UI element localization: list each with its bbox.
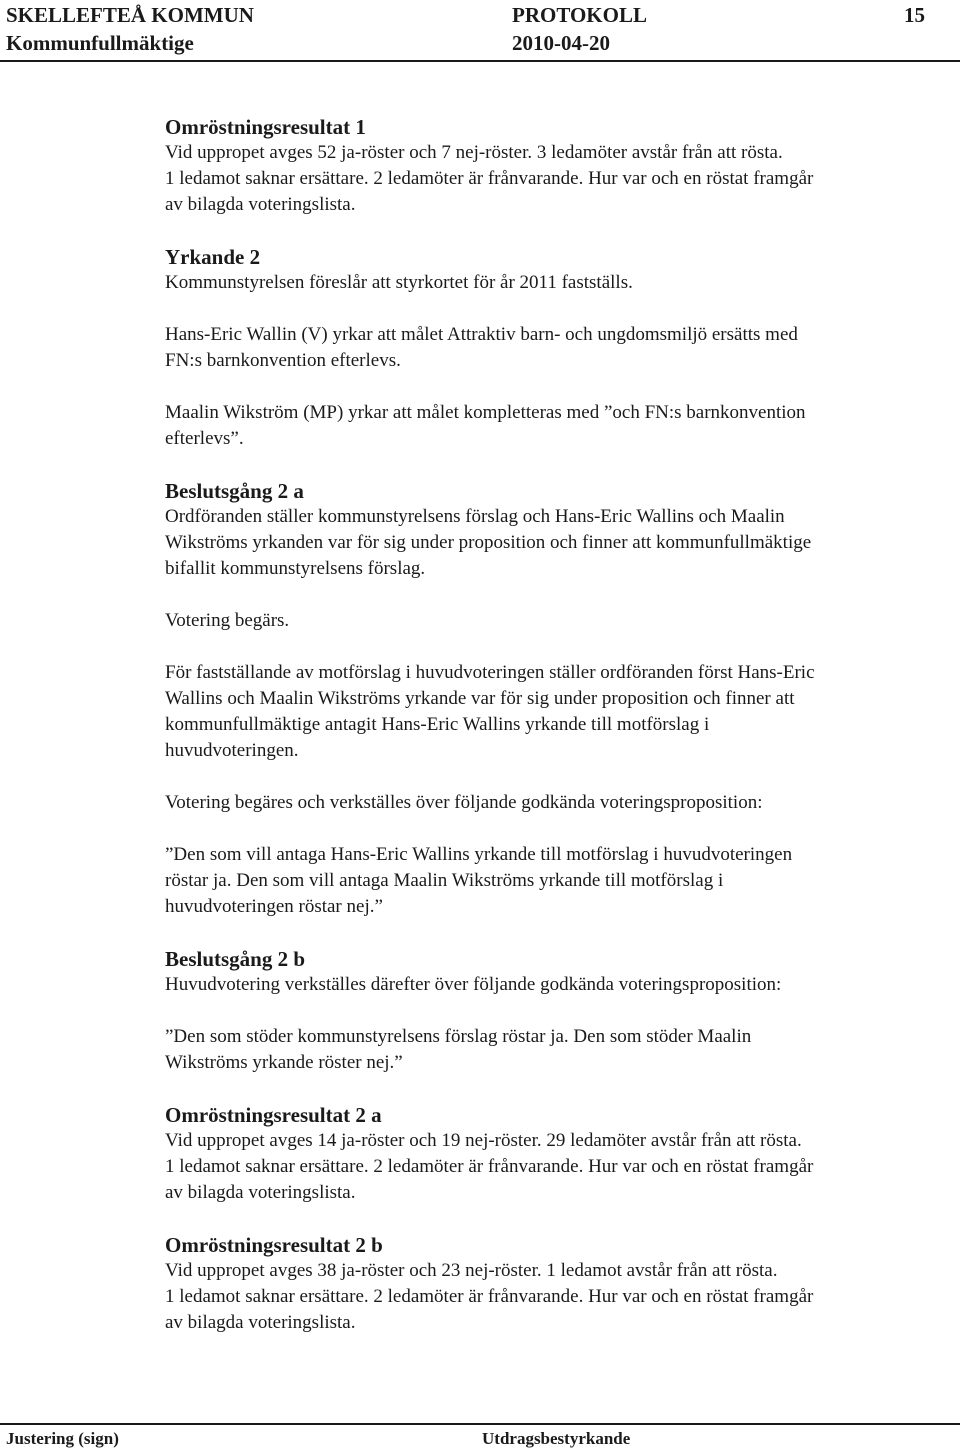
text-line: Huvudvotering verkställes därefter över följande godkända voteringsproposition: [165, 974, 782, 995]
paragraph-votering-begars [165, 608, 945, 634]
text-line: Vid uppropet avges 38 ja-röster och 23 nej-röster. 1 ledamot avstår från att rösta. [165, 1260, 778, 1281]
section-yrkande-2 [165, 244, 945, 296]
paragraph-voteringsproposition [165, 790, 945, 816]
protocol-body [165, 114, 945, 1336]
section-heading: Omröstningsresultat 2 a [165, 1103, 382, 1127]
document-type: PROTOKOLL [512, 3, 647, 27]
text-line: FN:s barnkonvention efterlevs. [165, 350, 401, 371]
text-line: bifallit kommunstyrelsens förslag. [165, 558, 426, 579]
municipality-name: SKELLEFTEÅ KOMMUN [6, 3, 254, 27]
quote-proposition-1 [165, 842, 945, 920]
text-line: Kommunstyrelsen föreslår att styrkortet för år 2011 fastställs. [165, 272, 633, 293]
text-line: Wikströms yrkande röster nej.” [165, 1052, 403, 1073]
text-line: kommunfullmäktige antagit Hans-Eric Wallins yrkande till motförslag i [165, 714, 710, 735]
section-heading: Beslutsgång 2 a [165, 479, 304, 503]
meeting-date: 2010-04-20 [512, 31, 610, 55]
text-line: Ordföranden ställer kommunstyrelsens förslag och Hans-Eric Wallins och Maalin [165, 506, 785, 527]
section-beslutsgang-2a [165, 478, 945, 582]
text-line: Maalin Wikström (MP) yrkar att målet kompletteras med ”och FN:s barnkonvention [165, 402, 806, 423]
text-line: huvudvoteringen. [165, 740, 299, 761]
text-line: av bilagda voteringslista. [165, 1182, 356, 1203]
section-heading: Beslutsgång 2 b [165, 947, 306, 971]
text-line: Votering begärs. [165, 610, 290, 631]
signature-label: Justering (sign) [6, 1429, 119, 1448]
section-omrostningsresultat-2a [165, 1102, 945, 1206]
text-line: ”Den som stöder kommunstyrelsens förslag röstar ja. Den som stöder Maalin [165, 1026, 752, 1047]
quote-proposition-2 [165, 1024, 945, 1076]
text-line: huvudvoteringen röstar nej.” [165, 896, 383, 917]
section-heading: Omröstningsresultat 2 b [165, 1233, 383, 1257]
text-line: Vid uppropet avges 52 ja-röster och 7 nej-röster. 3 ledamöter avstår från att rösta. [165, 142, 783, 163]
text-line: 1 ledamot saknar ersättare. 2 ledamöter är frånvarande. Hur var och en röstat framgår [165, 1286, 814, 1307]
section-omrostningsresultat-1 [165, 114, 945, 218]
text-line: Wallins och Maalin Wikströms yrkande var för sig under proposition och finner att [165, 688, 795, 709]
section-beslutsgang-2b [165, 946, 945, 998]
paragraph-maalin-wikstrom [165, 400, 945, 452]
section-omrostningsresultat-2b [165, 1232, 945, 1336]
text-line: ”Den som vill antaga Hans-Eric Wallins yrkande till motförslag i huvudvoteringen [165, 844, 793, 865]
text-line: röstar ja. Den som vill antaga Maalin Wikströms yrkande till motförslag i [165, 870, 724, 891]
assembly-name: Kommunfullmäktige [6, 31, 194, 55]
text-line: Vid uppropet avges 14 ja-röster och 19 nej-röster. 29 ledamöter avstår från att rösta. [165, 1130, 802, 1151]
paragraph-hans-eric-wallin [165, 322, 945, 374]
text-line: efterlevs”. [165, 428, 244, 449]
section-heading: Yrkande 2 [165, 245, 261, 269]
header-rule [0, 60, 960, 62]
text-line: Hans-Eric Wallin (V) yrkar att målet Attraktiv barn- och ungdomsmiljö ersätts med [165, 324, 798, 345]
text-line: 1 ledamot saknar ersättare. 2 ledamöter är frånvarande. Hur var och en röstat framgår [165, 1156, 814, 1177]
text-line: Wikströms yrkanden var för sig under proposition och finner att kommunfullmäktige [165, 532, 812, 553]
paragraph-motforslag [165, 660, 945, 764]
footer-rule [0, 1423, 960, 1425]
extract-certification-label: Utdragsbestyrkande [482, 1429, 631, 1448]
text-line: Votering begäres och verkställes över följande godkända voteringsproposition: [165, 792, 763, 813]
text-line: För fastställande av motförslag i huvudvoteringen ställer ordföranden först Hans-Eric [165, 662, 815, 683]
text-line: av bilagda voteringslista. [165, 1312, 356, 1333]
text-line: 1 ledamot saknar ersättare. 2 ledamöter är frånvarande. Hur var och en röstat framgår [165, 168, 814, 189]
page-number: 15 [904, 3, 925, 27]
section-heading: Omröstningsresultat 1 [165, 115, 366, 139]
text-line: av bilagda voteringslista. [165, 194, 356, 215]
